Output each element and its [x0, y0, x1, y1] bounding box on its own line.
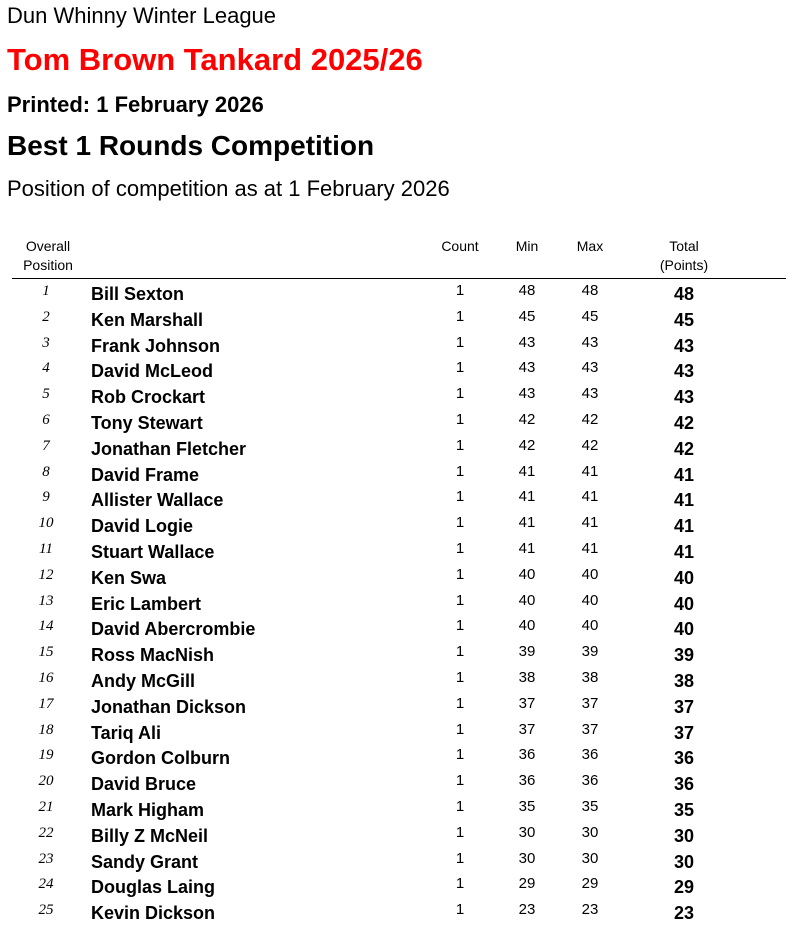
count-cell: 1 [455, 307, 465, 325]
player-name-cell: Tony Stewart [91, 412, 203, 433]
table-row [0, 823, 786, 849]
table-row [0, 539, 786, 565]
min-cell: 39 [518, 643, 536, 661]
position-cell: 8 [42, 463, 50, 480]
count-cell: 1 [455, 333, 465, 351]
position-cell: 12 [38, 566, 54, 583]
position-cell: 21 [38, 798, 54, 815]
player-name-cell: Douglas Laing [91, 877, 216, 898]
count-cell: 1 [455, 514, 465, 532]
table-row [0, 565, 786, 591]
count-cell: 1 [455, 436, 465, 454]
min-cell: 45 [518, 307, 536, 325]
max-cell: 48 [581, 282, 599, 299]
min-cell: 40 [518, 565, 536, 583]
table-row [0, 307, 786, 333]
min-cell: 29 [518, 875, 536, 893]
total-cell: 39 [673, 645, 695, 666]
max-cell: 37 [581, 694, 599, 712]
min-cell: 41 [518, 488, 536, 506]
header-max: Max [576, 238, 604, 254]
max-cell: 41 [581, 462, 599, 480]
printed-date: Printed: 1 February 2026 [7, 92, 264, 117]
max-cell: 41 [581, 488, 599, 506]
max-cell: 42 [581, 436, 599, 454]
min-cell: 40 [518, 591, 536, 609]
position-cell: 10 [38, 515, 54, 532]
table-row [0, 874, 786, 900]
min-cell: 41 [518, 462, 536, 480]
count-cell: 1 [455, 565, 465, 583]
total-cell: 43 [673, 335, 695, 356]
count-cell: 1 [455, 772, 465, 790]
total-cell: 41 [673, 490, 695, 511]
table-row [0, 591, 786, 617]
player-name-cell: Eric Lambert [91, 593, 202, 614]
header-points-label: (Points) [659, 257, 709, 273]
player-name-cell: Gordon Colburn [91, 748, 230, 769]
table-row [0, 281, 786, 307]
player-name-cell: David McLeod [91, 361, 214, 382]
max-cell: 37 [581, 720, 599, 738]
position-cell: 2 [42, 308, 50, 325]
header-min: Min [515, 238, 539, 254]
position-cell: 20 [38, 773, 54, 790]
player-name-cell: Mark Higham [91, 799, 205, 820]
header-divider [12, 278, 786, 279]
player-name-cell: Jonathan Dickson [91, 696, 247, 717]
table-row [0, 849, 786, 875]
max-cell: 29 [581, 875, 599, 893]
max-cell: 23 [581, 901, 599, 919]
total-cell: 40 [673, 593, 695, 614]
count-cell: 1 [455, 823, 465, 841]
position-cell: 14 [38, 618, 54, 635]
min-cell: 30 [518, 849, 536, 867]
table-row [0, 642, 786, 668]
player-name-cell: Sandy Grant [91, 851, 199, 872]
table-row [0, 771, 786, 797]
total-cell: 23 [673, 903, 695, 924]
header-count: Count [441, 238, 479, 254]
player-name-cell: David Bruce [91, 774, 197, 795]
player-name-cell: Kevin Dickson [91, 903, 216, 924]
player-name-cell: Ross MacNish [91, 645, 215, 666]
max-cell: 40 [581, 617, 599, 635]
total-cell: 30 [673, 851, 695, 872]
player-name-cell: Frank Johnson [91, 335, 221, 356]
max-cell: 36 [581, 746, 599, 764]
position-cell: 11 [39, 540, 53, 557]
min-cell: 43 [518, 359, 536, 377]
min-cell: 35 [518, 797, 536, 815]
min-cell: 38 [518, 668, 536, 686]
max-cell: 39 [581, 643, 599, 661]
total-cell: 41 [673, 541, 695, 562]
position-cell: 19 [38, 747, 54, 764]
max-cell: 38 [581, 668, 599, 686]
total-cell: 43 [673, 387, 695, 408]
count-cell: 1 [455, 643, 465, 661]
total-cell: 29 [673, 877, 695, 898]
count-cell: 1 [455, 591, 465, 609]
table-row [0, 358, 786, 384]
player-name-cell: David Frame [91, 464, 200, 485]
player-name-cell: Tariq Ali [91, 722, 162, 743]
position-cell: 16 [38, 669, 54, 686]
max-cell: 40 [581, 591, 599, 609]
position-cell: 9 [42, 489, 50, 506]
count-cell: 1 [455, 694, 465, 712]
player-name-cell: Jonathan Fletcher [91, 438, 247, 459]
player-name-cell: Allister Wallace [91, 490, 224, 511]
table-row [0, 333, 786, 359]
player-name-cell: Rob Crockart [91, 387, 206, 408]
table-row [0, 410, 786, 436]
table-row [0, 513, 786, 539]
count-cell: 1 [455, 875, 465, 893]
position-as-at: Position of competition as at 1 February 2026 [7, 176, 450, 201]
min-cell: 43 [518, 333, 536, 351]
total-cell: 40 [673, 567, 695, 588]
total-cell: 36 [673, 774, 695, 795]
table-row [0, 797, 786, 823]
total-cell: 38 [673, 670, 695, 691]
min-cell: 42 [518, 410, 536, 428]
player-name-cell: Andy McGill [91, 670, 196, 691]
table-row [0, 436, 786, 462]
total-cell: 40 [673, 619, 695, 640]
min-cell: 40 [518, 617, 536, 635]
max-cell: 45 [581, 307, 599, 325]
count-cell: 1 [455, 282, 465, 299]
min-cell: 43 [518, 385, 536, 403]
table-row [0, 668, 786, 694]
position-cell: 24 [38, 876, 54, 893]
header-total-label: Total [669, 238, 699, 254]
max-cell: 30 [581, 823, 599, 841]
player-name-cell: Ken Marshall [91, 309, 204, 330]
total-cell: 36 [673, 748, 695, 769]
count-cell: 1 [455, 359, 465, 377]
count-cell: 1 [455, 617, 465, 635]
table-row [0, 462, 786, 488]
competition-type: Best 1 Rounds Competition [7, 130, 375, 161]
total-cell: 42 [673, 412, 695, 433]
max-cell: 43 [581, 359, 599, 377]
max-cell: 41 [581, 514, 599, 532]
max-cell: 36 [581, 772, 599, 790]
table-row [0, 384, 786, 410]
table-row [0, 720, 786, 746]
position-cell: 4 [42, 360, 50, 377]
max-cell: 41 [581, 539, 599, 557]
count-cell: 1 [455, 539, 465, 557]
position-cell: 23 [38, 850, 54, 867]
header-position-label: Position [23, 257, 73, 273]
min-cell: 42 [518, 436, 536, 454]
total-cell: 43 [673, 361, 695, 382]
total-cell: 42 [673, 438, 695, 459]
total-cell: 41 [673, 516, 695, 537]
min-cell: 41 [518, 514, 536, 532]
count-cell: 1 [455, 462, 465, 480]
position-cell: 7 [42, 437, 50, 454]
min-cell: 37 [518, 720, 536, 738]
max-cell: 35 [581, 797, 599, 815]
table-row [0, 487, 786, 513]
max-cell: 43 [581, 385, 599, 403]
min-cell: 48 [518, 282, 536, 299]
count-cell: 1 [455, 901, 465, 919]
standings-table [0, 281, 786, 926]
league-name: Dun Whinny Winter League [7, 3, 277, 28]
position-cell: 18 [38, 721, 54, 738]
min-cell: 36 [518, 772, 536, 790]
total-cell: 37 [673, 722, 695, 743]
position-cell: 13 [38, 592, 54, 609]
table-row [0, 616, 786, 642]
header-total [650, 237, 718, 275]
total-cell: 37 [673, 696, 695, 717]
player-name-cell: David Logie [91, 516, 194, 537]
header-overall-position [14, 237, 82, 275]
total-cell: 45 [673, 309, 695, 330]
min-cell: 23 [518, 901, 536, 919]
competition-title: Tom Brown Tankard 2025/26 [7, 42, 423, 77]
count-cell: 1 [455, 668, 465, 686]
table-row [0, 900, 786, 926]
max-cell: 30 [581, 849, 599, 867]
min-cell: 37 [518, 694, 536, 712]
table-row [0, 745, 786, 771]
count-cell: 1 [455, 849, 465, 867]
min-cell: 30 [518, 823, 536, 841]
player-name-cell: Bill Sexton [91, 284, 185, 304]
position-cell: 1 [42, 283, 50, 299]
count-cell: 1 [455, 797, 465, 815]
count-cell: 1 [455, 746, 465, 764]
player-name-cell: David Abercrombie [91, 619, 256, 640]
table-row [0, 694, 786, 720]
player-name-cell: Ken Swa [91, 567, 167, 588]
total-cell: 41 [673, 464, 695, 485]
total-cell: 48 [673, 284, 695, 304]
player-name-cell: Stuart Wallace [91, 541, 215, 562]
count-cell: 1 [455, 410, 465, 428]
position-cell: 22 [38, 824, 54, 841]
position-cell: 15 [38, 644, 54, 661]
min-cell: 41 [518, 539, 536, 557]
position-cell: 3 [42, 334, 50, 351]
count-cell: 1 [455, 488, 465, 506]
min-cell: 36 [518, 746, 536, 764]
max-cell: 43 [581, 333, 599, 351]
position-cell: 25 [38, 902, 54, 919]
total-cell: 30 [673, 825, 695, 846]
position-cell: 5 [42, 386, 50, 403]
header-overall-label: Overall [25, 238, 71, 254]
max-cell: 42 [581, 410, 599, 428]
position-cell: 6 [42, 411, 50, 428]
count-cell: 1 [455, 720, 465, 738]
total-cell: 35 [673, 799, 695, 820]
count-cell: 1 [455, 385, 465, 403]
max-cell: 40 [581, 565, 599, 583]
player-name-cell: Billy Z McNeil [91, 825, 209, 846]
position-cell: 17 [38, 695, 54, 712]
